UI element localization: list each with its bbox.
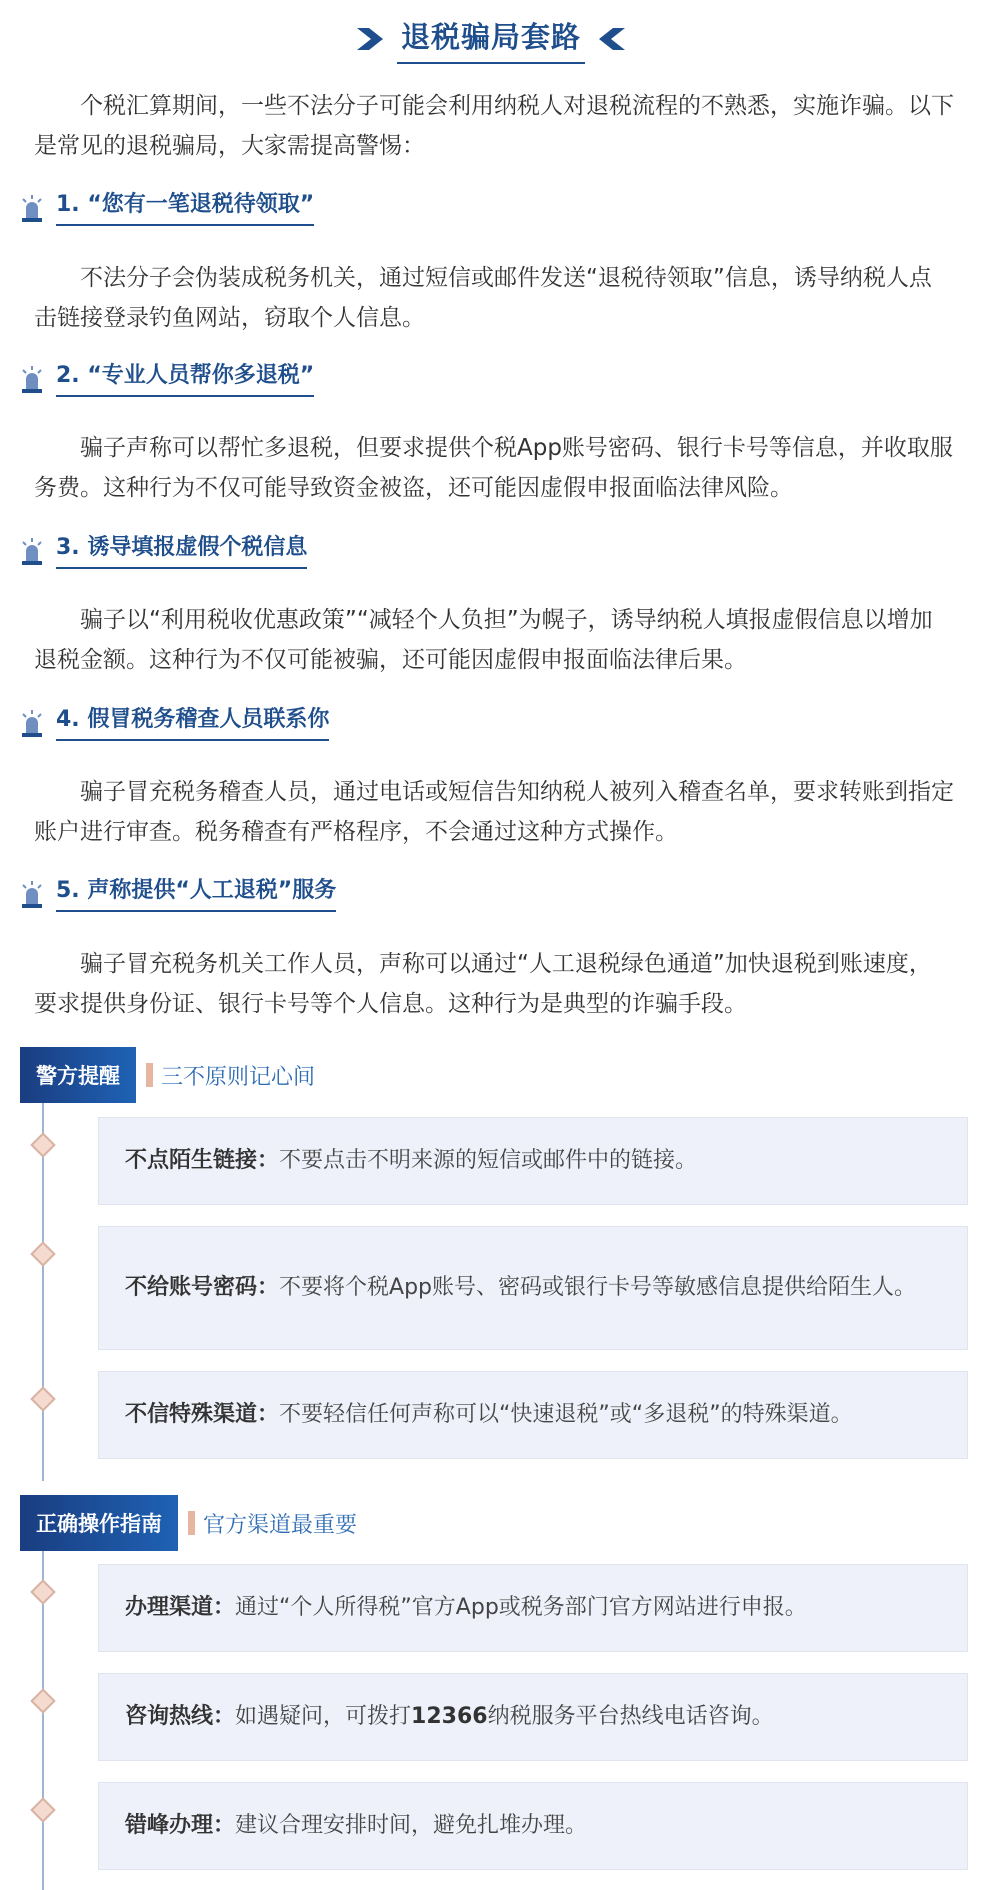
chevron-left-icon: [597, 28, 625, 50]
subtitle-marker: [188, 1511, 195, 1535]
card-value: 不要点击不明来源的短信或邮件中的链接。: [279, 1148, 698, 1173]
siren-icon: [20, 194, 44, 222]
page-title-row: [0, 14, 982, 64]
guide-box-subtitle-text: 官方渠道最重要: [203, 1512, 358, 1538]
card-key: 不信特殊渠道：: [125, 1402, 280, 1427]
police-box-subtitle-text: 三不原则记心间: [161, 1064, 316, 1090]
card-key: 错峰办理：: [125, 1813, 236, 1838]
siren-icon: [20, 880, 44, 908]
section-heading-1: [20, 188, 314, 228]
section-heading-2: [20, 359, 314, 399]
card-value: 不要将个税App账号、密码或银行卡号等敏感信息提供给陌生人。: [279, 1275, 916, 1300]
card-key: 咨询热线：: [125, 1704, 236, 1729]
diamond-marker-icon: [30, 1688, 55, 1713]
card-value: 如遇疑问，可拨打: [235, 1704, 412, 1729]
card-value: 通过“个人所得税”官方App或税务部门官方网站进行申报。: [235, 1595, 807, 1620]
police-box-header: [20, 1047, 315, 1103]
card-value: 不要轻信任何声称可以“快速退税”或“多退税”的特殊渠道。: [279, 1402, 853, 1427]
section-heading-text: 2. “专业人员帮你多退税”: [56, 361, 314, 397]
card-key: 不点陌生链接：: [125, 1148, 280, 1173]
card-text: [125, 1807, 587, 1845]
section-heading-text: 1. “您有一笔退税待领取”: [56, 190, 314, 226]
card-text: [125, 1698, 774, 1736]
siren-icon: [20, 365, 44, 393]
police-box-subtitle: [146, 1060, 315, 1091]
diamond-marker-icon: [30, 1386, 55, 1411]
section-body-5: 骗子冒充税务机关工作人员，声称可以通过“人工退税绿色通道”加快退税到账速度，要求提供身份证、银行卡号等个人信息。这种行为是典型的诈骗手段。: [34, 951, 932, 1017]
siren-icon: [20, 537, 44, 565]
hotline-number: 12366: [411, 1704, 488, 1729]
section-body-3: 骗子以“利用税收优惠政策”“减轻个人负担”为幌子，诱导纳税人填报虚假信息以增加退税金额。这种行为不仅可能被骗，还可能因虚假申报面临法律后果。: [34, 607, 933, 673]
section-heading-5: [20, 874, 336, 914]
diamond-marker-icon: [30, 1241, 55, 1266]
diamond-marker-icon: [30, 1797, 55, 1822]
guide-card-2: [98, 1673, 968, 1761]
police-tip-card-3: [98, 1371, 968, 1459]
police-box-label: 警方提醒: [20, 1047, 136, 1103]
card-value-rest: 纳税服务平台热线电话咨询。: [487, 1704, 774, 1729]
card-key: 不给账号密码：: [125, 1275, 280, 1300]
timeline-line: [42, 1103, 44, 1481]
card-text: [125, 1396, 853, 1434]
guide-box-label: 正确操作指南: [20, 1495, 178, 1551]
section-body-4: 骗子冒充税务稽查人员，通过电话或短信告知纳税人被列入稽查名单，要求转账到指定账户进行审查。税务稽查有严格程序，不会通过这种方式操作。: [34, 779, 954, 845]
card-text: [125, 1269, 916, 1307]
siren-icon: [20, 709, 44, 737]
subtitle-marker: [146, 1063, 153, 1087]
section-heading-text: 4. 假冒税务稽查人员联系你: [56, 705, 329, 741]
guide-box-subtitle: [188, 1508, 357, 1539]
diamond-marker-icon: [30, 1132, 55, 1157]
police-tip-card-2: [98, 1226, 968, 1350]
intro-paragraph: 个税汇算期间，一些不法分子可能会利用纳税人对退税流程的不熟悉，实施诈骗。以下是常见的退税骗局，大家需提高警惕：: [34, 93, 954, 159]
card-key: 办理渠道：: [125, 1595, 236, 1620]
police-tip-card-1: [98, 1117, 968, 1205]
guide-card-1: [98, 1564, 968, 1652]
section-heading-text: 3. 诱导填报虚假个税信息: [56, 533, 307, 569]
diamond-marker-icon: [30, 1579, 55, 1604]
section-heading-4: [20, 703, 329, 743]
section-body-2: 骗子声称可以帮忙多退税，但要求提供个税App账号密码、银行卡号等信息，并收取服务费。这种行为不仅可能导致资金被盗，还可能因虚假申报面临法律风险。: [34, 435, 953, 501]
section-heading-text: 5. 声称提供“人工退税”服务: [56, 876, 336, 912]
section-body-1: 不法分子会伪装成税务机关，通过短信或邮件发送“退税待领取”信息，诱导纳税人点击链接登录钓鱼网站，窃取个人信息。: [34, 265, 932, 331]
page-title: 退税骗局套路: [397, 15, 585, 64]
guide-card-3: [98, 1782, 968, 1870]
chevron-right-icon: [357, 28, 385, 50]
card-text: [125, 1589, 807, 1627]
section-heading-3: [20, 531, 307, 571]
card-text: [125, 1142, 697, 1180]
guide-box-header: [20, 1495, 357, 1551]
card-value: 建议合理安排时间，避免扎堆办理。: [235, 1813, 588, 1838]
